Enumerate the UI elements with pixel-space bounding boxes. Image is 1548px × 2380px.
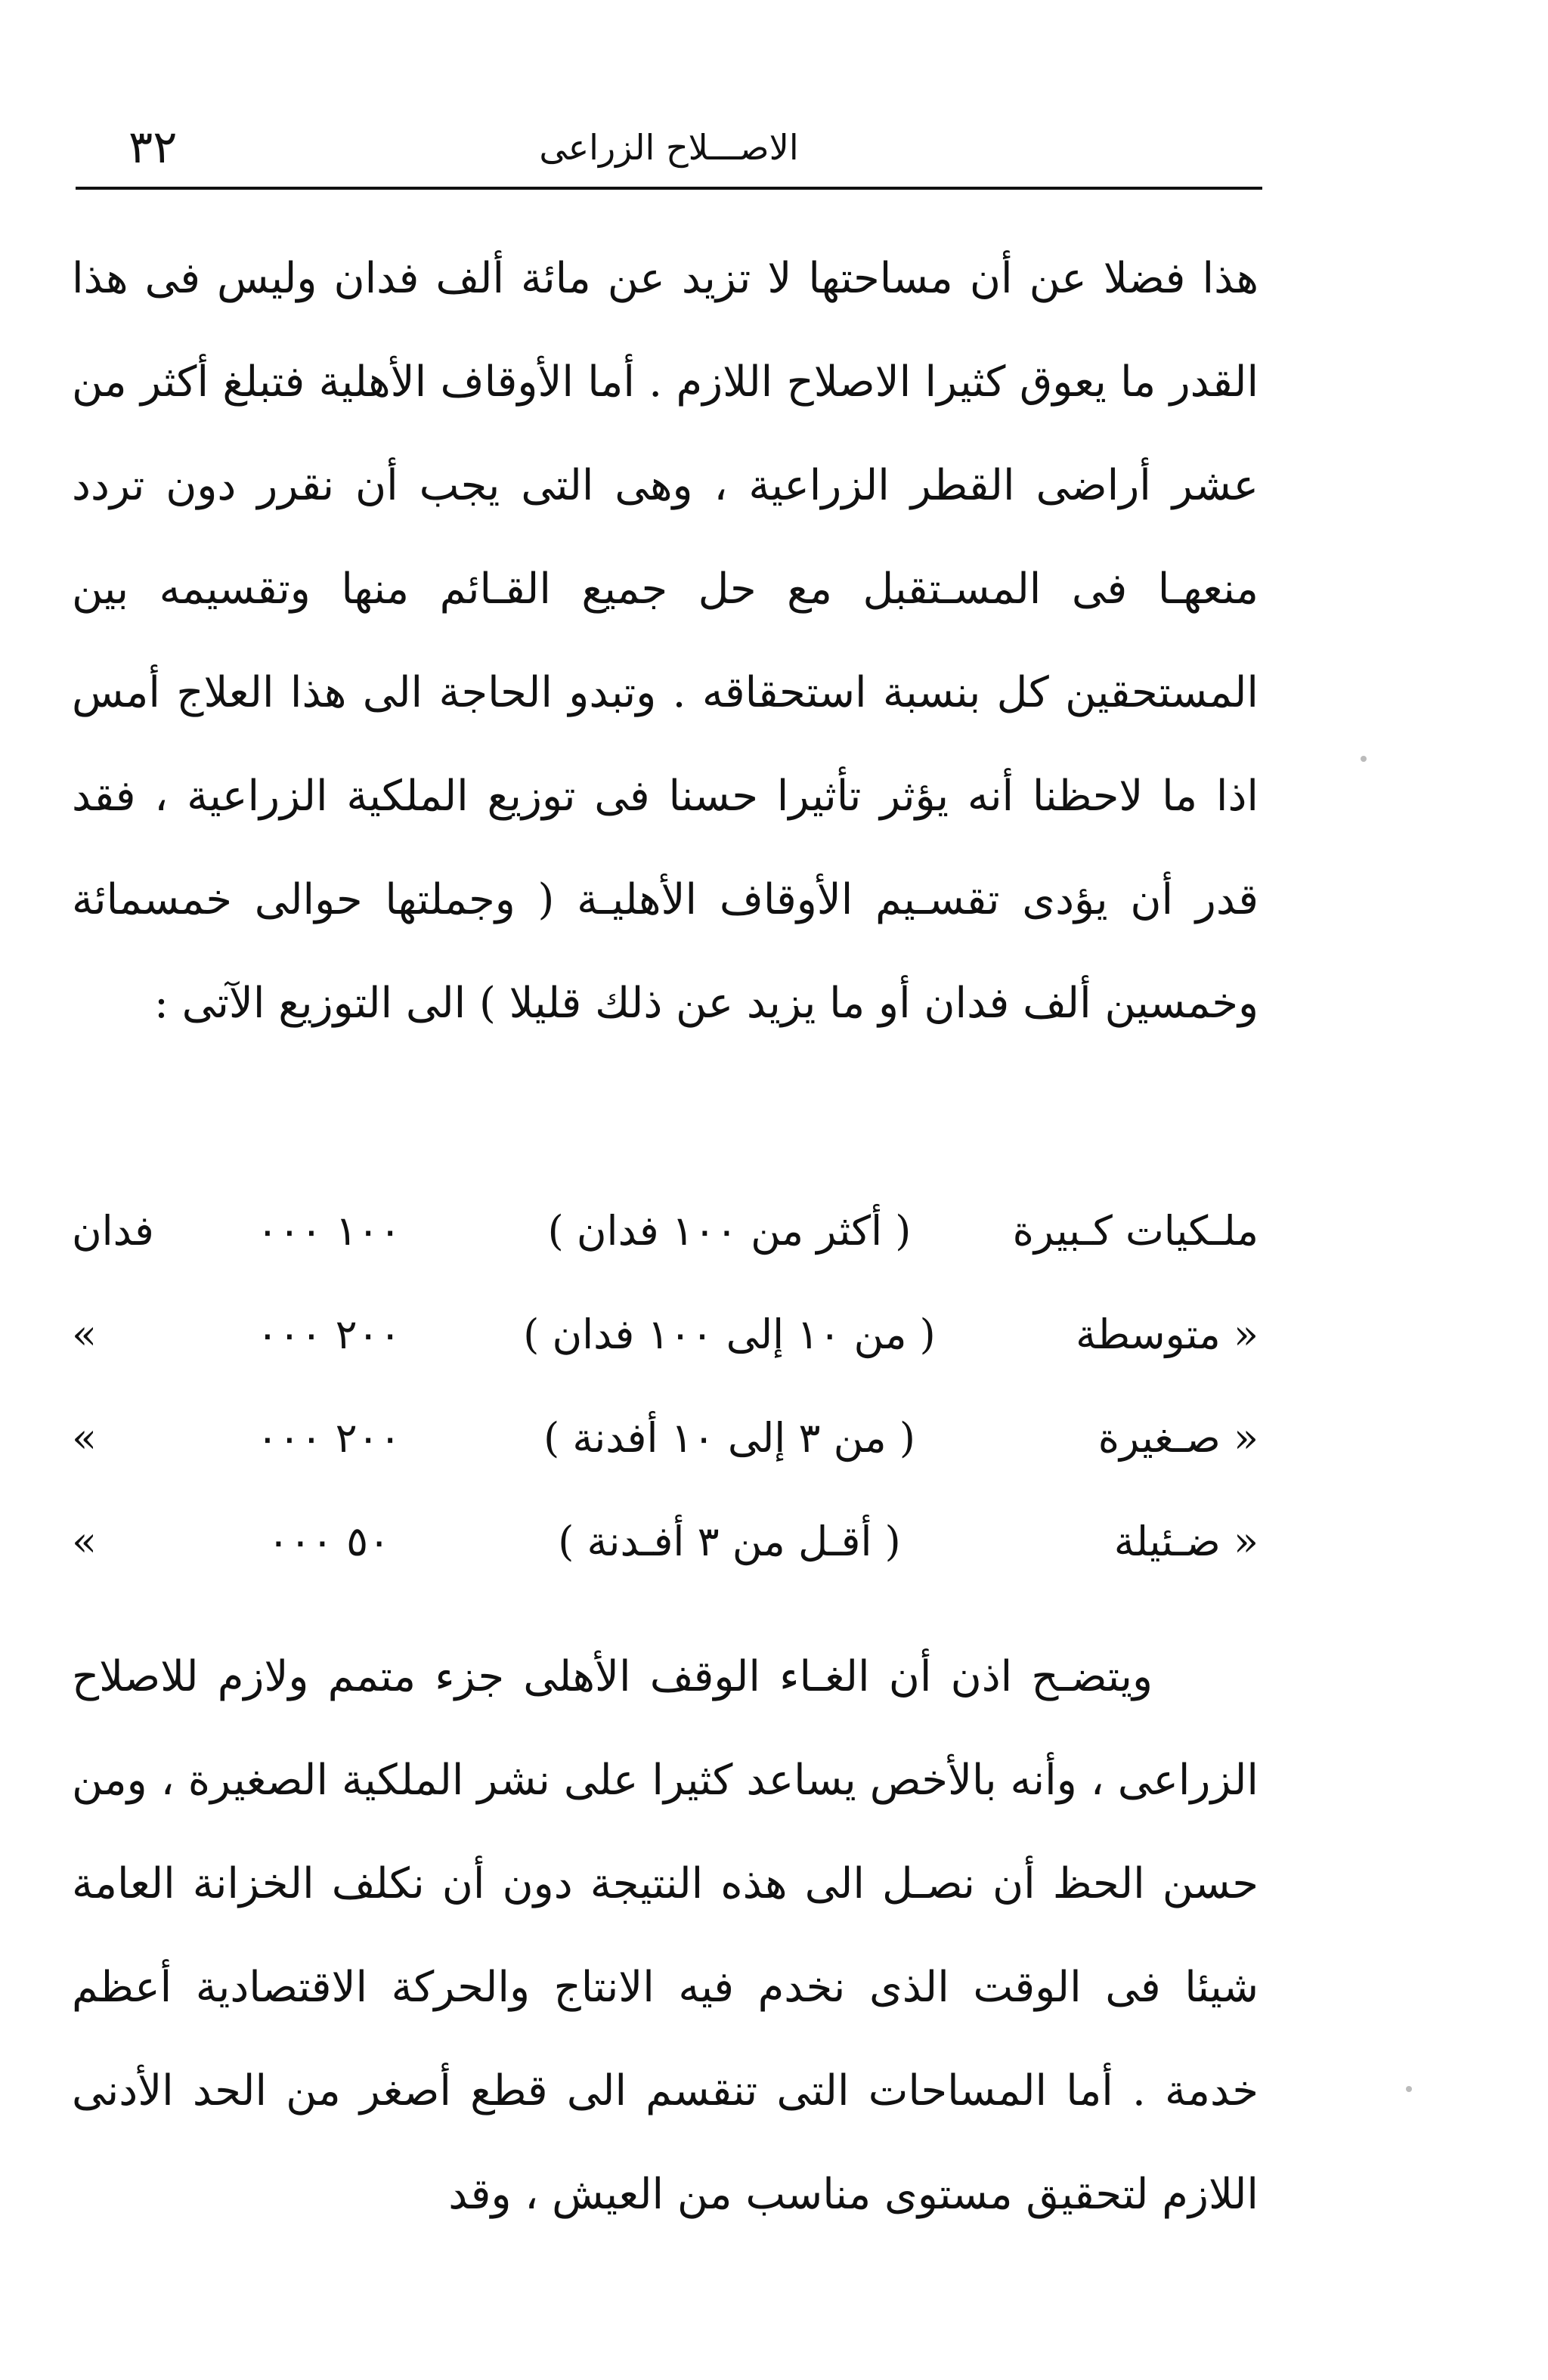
table-unit: » xyxy=(72,1518,98,1565)
page-header xyxy=(76,110,1262,185)
table-amount: ١٠٠ ٠٠٠ xyxy=(256,1207,401,1255)
table-range: ( من ١٠ إلى ١٠٠ فدان ) xyxy=(523,1311,936,1358)
table-range: ( من ٣ إلى ١٠ أفدنة ) xyxy=(543,1414,915,1462)
table-row xyxy=(72,1179,1259,1283)
scan-speck xyxy=(1361,756,1367,762)
paragraph-2-text: ويتضـح اذن أن الغـاء الوقف الأهلى جزء متمم ولازم للاصلاح الزراعى ، وأنه بالأخص يساعد كثيرا على نشر الملكية الصغيرة ، ومن حسن الحظ أن نصـل الى هذه النتيجة دون أن نكلف الخزانة العامة شيئا فى الوقت الذى نخدم فيه الانتاج والحركة الاقتصادية أعظم خدمة . أما المساحات التى تنقسم الى قطع أصغر من الحد الأدنى اللازم لتحقيق مستوى مناسب من العيش ، وقد xyxy=(72,1652,1259,2219)
table-range: ( أقـل من ٣ أفـدنة ) xyxy=(558,1518,901,1565)
scan-speck xyxy=(1406,2086,1412,2092)
table-range: ( أكثر من ١٠٠ فدان ) xyxy=(547,1207,912,1255)
paragraph-1: هذا فضلا عن أن مساحتها لا تزيد عن مائة ألف فدان وليس فى هذا القدر ما يعوق كثيرا الاصلاح اللازم . أما الأوقاف الأهلية فتبلغ أكثر من عشر أراضى القطر الزراعية ، وهى التى يجب أن نقرر دون تردد منعهـا فى المسـتقبل مع حل جميع القـائم منها وتقسيمه بين المستحقين كل بنسبة استحقاقه . وتبدو الحاجة الى هذا العلاج أمس اذا ما لاحظنا أنه يؤثر تأثيرا حسنا فى توزيع الملكية الزراعية ، فقد قدر أن يؤدى تقسـيم الأوقاف الأهليـة ( وجملتها حوالى خمسمائة وخمسين ألف فدان أو ما يزيد عن ذلك قليلا ) الى التوزيع الآتى : xyxy=(72,254,1259,1028)
table-row xyxy=(72,1386,1259,1490)
distribution-table xyxy=(72,1179,1259,1593)
table-amount: ٥٠ ٠٠٠ xyxy=(267,1518,391,1565)
header-rule xyxy=(76,187,1262,190)
table-category: « ضـئيلة xyxy=(1113,1518,1259,1565)
page-number: ٣٢ xyxy=(128,121,178,174)
table-unit: » xyxy=(72,1414,98,1462)
table-unit: » xyxy=(72,1311,98,1358)
table-row xyxy=(72,1283,1259,1386)
table-amount: ٢٠٠ ٠٠٠ xyxy=(256,1311,401,1358)
table-category: ملـكيات كـبيرة xyxy=(1012,1207,1259,1255)
table-amount: ٢٠٠ ٠٠٠ xyxy=(256,1414,401,1462)
table-unit: فدان xyxy=(72,1207,154,1255)
table-category: « متوسطة xyxy=(1076,1311,1259,1358)
table-category: « صـغيرة xyxy=(1098,1414,1259,1462)
paragraph-2 xyxy=(72,1625,1259,2246)
running-title: الاصـــلاح الزراعى xyxy=(539,127,799,168)
table-row xyxy=(72,1490,1259,1593)
